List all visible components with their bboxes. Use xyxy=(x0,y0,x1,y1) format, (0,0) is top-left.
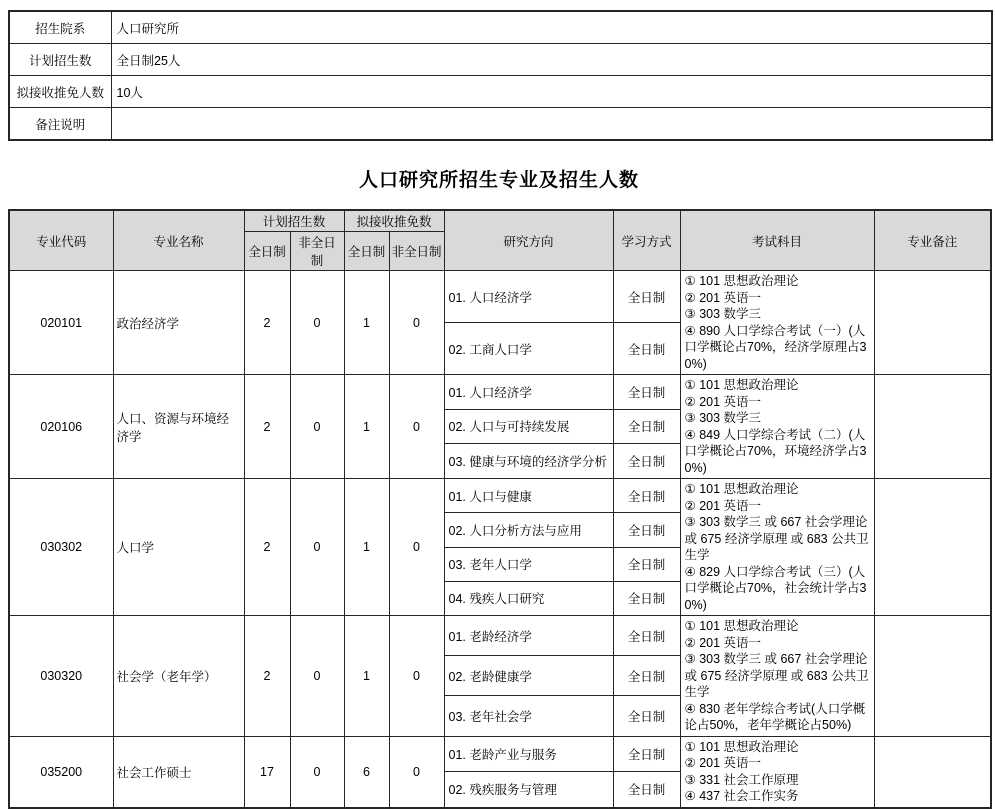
info-label-department: 招生院系 xyxy=(9,11,111,44)
major-row xyxy=(9,271,991,323)
cell-tuimian-pt: 0 xyxy=(389,375,444,479)
cell-name: 人口学 xyxy=(113,479,244,616)
cell-name: 人口、资源与环境经济学 xyxy=(113,375,244,479)
cell-direction: 02. 人口分析方法与应用 xyxy=(444,513,613,547)
info-row xyxy=(9,76,992,108)
cell-direction: 01. 老龄产业与服务 xyxy=(444,736,613,771)
cell-exam: ① 101 思想政治理论 ② 201 英语一 ③ 331 社会工作原理 ④ 437 社会工作实务 xyxy=(680,736,874,808)
info-value-department: 人口研究所 xyxy=(111,11,992,44)
cell-code: 035200 xyxy=(9,736,113,808)
cell-planned-ft: 2 xyxy=(244,616,290,737)
header-planned: 计划招生数 xyxy=(244,210,344,232)
cell-tuimian-pt: 0 xyxy=(389,616,444,737)
cell-name: 政治经济学 xyxy=(113,271,244,375)
cell-direction: 01. 人口经济学 xyxy=(444,271,613,323)
cell-code: 030320 xyxy=(9,616,113,737)
cell-direction: 01. 人口经济学 xyxy=(444,375,613,410)
major-row xyxy=(9,479,991,513)
cell-planned-ft: 17 xyxy=(244,736,290,808)
cell-direction: 02. 残疾服务与管理 xyxy=(444,771,613,807)
cell-planned-pt: 0 xyxy=(290,736,344,808)
cell-planned-pt: 0 xyxy=(290,616,344,737)
header-tuimian-parttime: 非全日制 xyxy=(389,232,444,271)
cell-remark xyxy=(874,271,991,375)
cell-mode: 全日制 xyxy=(613,581,680,615)
cell-mode: 全日制 xyxy=(613,271,680,323)
cell-code: 020106 xyxy=(9,375,113,479)
cell-planned-ft: 2 xyxy=(244,271,290,375)
header-planned-fulltime: 全日制 xyxy=(244,232,290,271)
cell-planned-ft: 2 xyxy=(244,479,290,616)
header-row-1 xyxy=(9,210,991,232)
header-tuimian: 拟接收推免数 xyxy=(344,210,444,232)
cell-tuimian-ft: 1 xyxy=(344,479,389,616)
cell-direction: 01. 老龄经济学 xyxy=(444,616,613,656)
cell-code: 030302 xyxy=(9,479,113,616)
cell-direction: 02. 老龄健康学 xyxy=(444,656,613,696)
cell-remark xyxy=(874,616,991,737)
cell-planned-pt: 0 xyxy=(290,479,344,616)
header-tuimian-fulltime: 全日制 xyxy=(344,232,389,271)
header-mode: 学习方式 xyxy=(613,210,680,271)
header-remark: 专业备注 xyxy=(874,210,991,271)
cell-remark xyxy=(874,736,991,808)
cell-direction: 04. 残疾人口研究 xyxy=(444,581,613,615)
cell-tuimian-pt: 0 xyxy=(389,271,444,375)
cell-mode: 全日制 xyxy=(613,696,680,736)
info-value-planned: 全日制25人 xyxy=(111,44,992,76)
cell-name: 社会学（老年学） xyxy=(113,616,244,737)
cell-exam: ① 101 思想政治理论 ② 201 英语一 ③ 303 数学三 或 667 社会学理论 或 675 经济学原理 或 683 公共卫生学 ④ 830 老年学综合考试(人口学概论占50%，老年学概论占50%) xyxy=(680,616,874,737)
cell-tuimian-ft: 1 xyxy=(344,271,389,375)
major-row xyxy=(9,616,991,656)
cell-exam: ① 101 思想政治理论 ② 201 英语一 ③ 303 数学三 或 667 社会学理论 或 675 经济学原理 或 683 公共卫生学 ④ 829 人口学综合考试（三）(人口学概论占70%，社会统计学占30%) xyxy=(680,479,874,616)
cell-mode: 全日制 xyxy=(613,323,680,375)
cell-tuimian-ft: 6 xyxy=(344,736,389,808)
page-title: 人口研究所招生专业及招生人数 xyxy=(358,170,639,191)
cell-tuimian-ft: 1 xyxy=(344,616,389,737)
cell-tuimian-pt: 0 xyxy=(389,736,444,808)
info-row xyxy=(9,108,992,141)
admissions-table xyxy=(8,209,992,809)
major-row xyxy=(9,375,991,410)
cell-planned-pt: 0 xyxy=(290,375,344,479)
cell-direction: 02. 人口与可持续发展 xyxy=(444,409,613,444)
cell-mode: 全日制 xyxy=(613,616,680,656)
cell-mode: 全日制 xyxy=(613,479,680,513)
cell-mode: 全日制 xyxy=(613,444,680,479)
cell-direction: 03. 老年社会学 xyxy=(444,696,613,736)
header-exam: 考试科目 xyxy=(680,210,874,271)
cell-mode: 全日制 xyxy=(613,547,680,581)
header-name: 专业名称 xyxy=(113,210,244,271)
cell-direction: 03. 老年人口学 xyxy=(444,547,613,581)
cell-mode: 全日制 xyxy=(613,375,680,410)
cell-mode: 全日制 xyxy=(613,656,680,696)
cell-mode: 全日制 xyxy=(613,736,680,771)
cell-exam: ① 101 思想政治理论 ② 201 英语一 ③ 303 数学三 ④ 890 人口学综合考试（一）(人口学概论占70%，经济学原理占30%) xyxy=(680,271,874,375)
cell-mode: 全日制 xyxy=(613,771,680,807)
info-value-tuimian: 10人 xyxy=(111,76,992,108)
cell-remark xyxy=(874,375,991,479)
cell-tuimian-pt: 0 xyxy=(389,479,444,616)
header-planned-parttime: 非全日制 xyxy=(290,232,344,271)
cell-planned-ft: 2 xyxy=(244,375,290,479)
cell-planned-pt: 0 xyxy=(290,271,344,375)
cell-direction: 03. 健康与环境的经济学分析 xyxy=(444,444,613,479)
info-table xyxy=(8,10,993,141)
info-value-remark xyxy=(111,108,992,141)
cell-mode: 全日制 xyxy=(613,513,680,547)
cell-mode: 全日制 xyxy=(613,409,680,444)
header-code: 专业代码 xyxy=(9,210,113,271)
cell-tuimian-ft: 1 xyxy=(344,375,389,479)
cell-name: 社会工作硕士 xyxy=(113,736,244,808)
major-row xyxy=(9,736,991,771)
cell-code: 020101 xyxy=(9,271,113,375)
info-label-remark: 备注说明 xyxy=(9,108,111,141)
info-row xyxy=(9,11,992,44)
cell-direction: 01. 人口与健康 xyxy=(444,479,613,513)
cell-exam: ① 101 思想政治理论 ② 201 英语一 ③ 303 数学三 ④ 849 人口学综合考试（二）(人口学概论占70%，环境经济学占30%) xyxy=(680,375,874,479)
info-label-planned: 计划招生数 xyxy=(9,44,111,76)
info-label-tuimian: 拟接收推免人数 xyxy=(9,76,111,108)
info-row xyxy=(9,44,992,76)
cell-direction: 02. 工商人口学 xyxy=(444,323,613,375)
header-direction: 研究方向 xyxy=(444,210,613,271)
cell-remark xyxy=(874,479,991,616)
